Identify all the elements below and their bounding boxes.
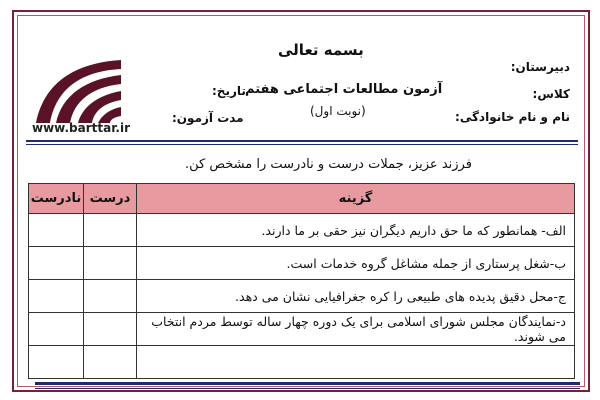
table-row — [29, 247, 575, 280]
false-answer-cell[interactable] — [29, 313, 84, 346]
name-label: نام و نام خانوادگی: — [455, 110, 570, 124]
exam-turn: (نوبت اول) — [310, 104, 366, 118]
footer-divider-thin — [35, 388, 580, 389]
instruction: فرزند عزیز، جملات درست و نادرست را مشخص کن. — [185, 157, 472, 172]
barttar-logo — [26, 55, 126, 125]
statement-3: ج-محل دقیق پدیده های طبیعی را کره جغرافیایی نشان می دهد. — [137, 280, 575, 313]
table-row — [29, 346, 575, 379]
header-divider-thin — [26, 144, 578, 145]
column-option-header: گزینه — [137, 184, 575, 214]
false-answer-cell[interactable] — [29, 280, 84, 313]
column-false-header: نادرست — [29, 184, 84, 214]
statement-5 — [137, 346, 575, 379]
true-answer-cell[interactable] — [84, 280, 137, 313]
true-answer-cell[interactable] — [84, 214, 137, 247]
true-answer-cell[interactable] — [84, 313, 137, 346]
column-true-header: درست — [84, 184, 137, 214]
false-answer-cell[interactable] — [29, 346, 84, 379]
true-false-table — [28, 183, 575, 379]
class-label: کلاس: — [532, 87, 570, 101]
date-label: تاریخ: — [212, 84, 246, 98]
website-url: www.barttar.ir — [32, 121, 131, 135]
true-answer-cell[interactable] — [84, 346, 137, 379]
exam-title: آزمون مطالعات اجتماعی هفتم — [245, 82, 443, 97]
duration-label: مدت آزمون: — [172, 111, 244, 125]
false-answer-cell[interactable] — [29, 247, 84, 280]
statement-1: الف- همانطور که ما حق داریم دیگران نیز حقی بر ما دارند. — [137, 214, 575, 247]
basmala: بسمه تعالی — [278, 41, 364, 59]
header-divider — [26, 140, 578, 142]
statement-4: د-نمایندگان مجلس شورای اسلامی برای یک دوره چهار ساله توسط مردم انتخاب می شوند. — [137, 313, 575, 346]
false-answer-cell[interactable] — [29, 214, 84, 247]
footer-divider — [35, 382, 580, 385]
true-answer-cell[interactable] — [84, 247, 137, 280]
table-row — [29, 313, 575, 346]
statement-2: ب-شغل پرستاری از جمله مشاغل گروه خدمات است. — [137, 247, 575, 280]
table-row — [29, 214, 575, 247]
school-label: دبیرستان: — [510, 60, 570, 74]
table-row — [29, 280, 575, 313]
